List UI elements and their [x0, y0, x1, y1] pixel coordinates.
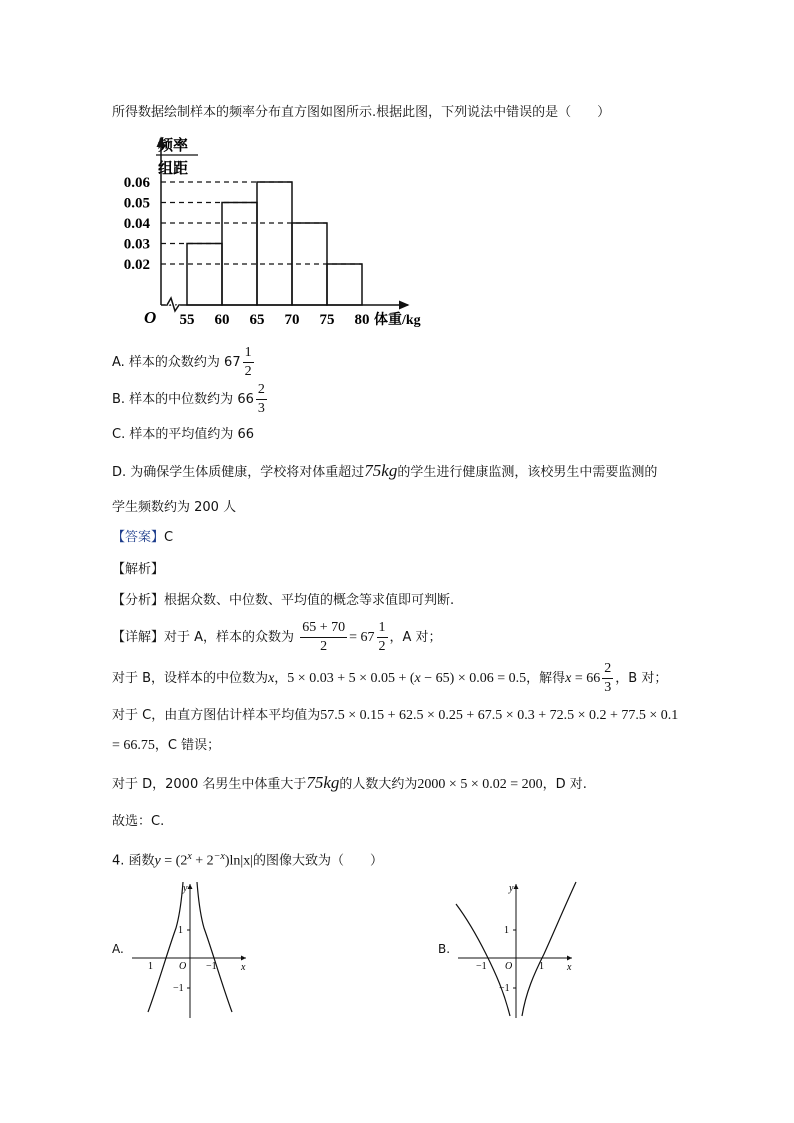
y-tick-label: 0.04 [123, 216, 150, 232]
y-tick-label: 0.02 [123, 257, 150, 273]
frequency-histogram [110, 133, 440, 333]
svg-text:x: x [241, 962, 246, 973]
option-c: C. 样本的平均值约为 66 [112, 427, 255, 442]
y-tick-label: 0.06 [123, 175, 150, 191]
question-4: 4. 函数$y = (2^x + 2^{-x})\ln|x|$的图像大致为（ ） [112, 851, 384, 869]
histogram-bar [257, 182, 292, 305]
y-tick-label: 0.03 [123, 236, 150, 253]
svg-text:1: 1 [539, 961, 544, 972]
xiangjie-label: 【详解】 [112, 630, 165, 645]
option-a [112, 345, 256, 379]
fenxi: 【分析】根据众数、中位数、平均值的概念等求值即可判断. [112, 593, 455, 608]
answer-label: 【答案】 [112, 530, 165, 545]
option-d: D. 为确保学生体质健康，学校将对体重超过75kg的学生进行健康监测，该校男生中需要监测的 [112, 461, 658, 480]
svg-text:O: O [505, 961, 513, 972]
graph-a [128, 880, 254, 1020]
ylabel-bottom: 组距 [158, 161, 189, 177]
histogram-bar [187, 244, 222, 306]
x-tick-label: 60 [214, 312, 230, 328]
mode-mixed-fraction: $\frac{1}{2}$ [378, 620, 386, 654]
graph-b-left-curve [456, 904, 513, 1016]
answer-value: C [164, 530, 174, 545]
histogram-bar [327, 264, 362, 305]
analysis-label: 【解析】 [112, 562, 165, 577]
option-b [112, 382, 269, 416]
svg-text:−1: −1 [476, 961, 487, 972]
solution-c-cont: = 66.75，C 错误； [112, 738, 221, 753]
xiangjie: 【详解】对于 A，样本的众数为 $\frac{65 + 70}{2}$ = 67 $\frac{1}{2}$ ，A 对； [112, 620, 442, 654]
x-tick-label: 55 [179, 312, 195, 328]
conclusion: 故选：C. [112, 814, 165, 829]
ylabel-top: 频率 [158, 138, 189, 154]
svg-text:1: 1 [148, 961, 153, 972]
graph-a-right-curve [197, 882, 232, 1012]
option-b-text: B. 样本的中位数约为 66 [112, 392, 254, 407]
question-intro: 所得数据绘制样本的频率分布直方图如图所示.根据此图，下列说法中错误的是（ ） [112, 105, 611, 120]
svg-text:y: y [183, 883, 188, 894]
svg-text:−1: −1 [173, 983, 184, 994]
graph-b-right-curve [522, 882, 576, 1016]
answer [112, 528, 173, 548]
x-tick-label: 65 [249, 312, 265, 328]
xlabel: 体重/kg [374, 313, 421, 328]
median-fraction: $\frac{2}{3}$ [604, 661, 612, 695]
x-tick-label: 80 [354, 312, 370, 328]
graph-b-label: B. [438, 942, 451, 956]
svg-text:O: O [179, 961, 187, 972]
graph-a-label: A. [112, 942, 124, 956]
option-d-cont: 学生频数约为 200 人 [112, 500, 237, 515]
svg-text:−1: −1 [499, 983, 510, 994]
solution-c: 对于 C，由直方图估计样本平均值为57.5 × 0.15 + 62.5 × 0.25 + 67.5 × 0.3 + 72.5 × 0.2 + 77.5 × 0.1 [112, 708, 679, 723]
svg-text:1: 1 [504, 925, 509, 936]
graph-b [454, 880, 580, 1020]
option-a-fraction: $\frac{1}{2}$ [244, 345, 252, 379]
solution-d: 对于 D，2000 名男生中体重大于75kg的人数大约为2000 × 5 × 0.02 = 200，D 对. [112, 773, 587, 792]
x-tick-label: 70 [284, 312, 300, 328]
option-b-fraction: $\frac{2}{3}$ [257, 382, 265, 416]
option-d-mass: 75kg [364, 461, 398, 480]
svg-text:−1: −1 [206, 961, 217, 972]
origin-label: O [144, 308, 157, 327]
fenxi-label: 【分析】 [112, 593, 165, 608]
option-a-text: A. 样本的众数约为 67 [112, 355, 241, 370]
x-tick-label: 75 [319, 312, 335, 328]
svg-text:x: x [567, 962, 572, 973]
y-tick-label: 0.05 [123, 195, 150, 212]
solution-b: 对于 B，设样本的中位数为x，5 × 0.03 + 5 × 0.05 + (x − 65) × 0.06 = 0.5，解得x = 66 $\frac{2}{3}$ ，B 对； [112, 661, 668, 695]
mode-fraction: $\frac{65 + 70}{2}$ [302, 620, 346, 654]
histogram-bar [222, 203, 257, 306]
svg-text:1: 1 [178, 925, 183, 936]
svg-text:y: y [509, 883, 514, 894]
